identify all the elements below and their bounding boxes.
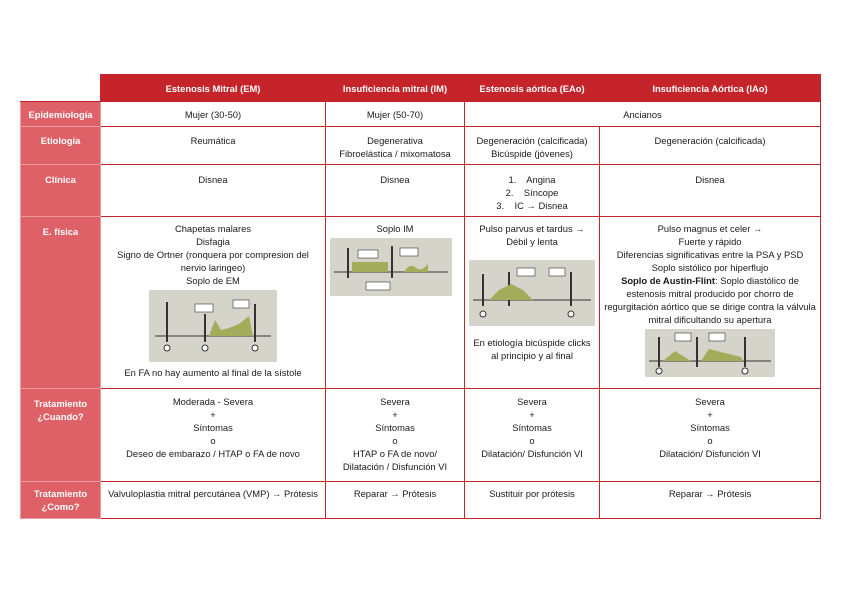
efisica-iao-line: Soplo sistólico por hiperflujo: [651, 262, 769, 273]
cuando-eao: [465, 389, 600, 482]
cuando-em-line: Deseo de embarazo / HTAP o FA de novo: [126, 448, 300, 459]
efisica-iao-line: Pulso magnus et celer →: [657, 223, 763, 234]
im-phonocardiogram-image: [330, 238, 452, 296]
cuando-eao-line: Severa: [517, 396, 547, 407]
cuando-em-line: +: [210, 409, 216, 420]
row-header-efisica: E. física: [21, 217, 101, 389]
cuando-im-line: HTAP o FA de novo/: [352, 448, 438, 459]
como-im: Reparar → Prótesis: [326, 482, 465, 519]
cuando-eao-line: o: [529, 435, 535, 446]
em-phonocardiogram-image: [149, 290, 277, 362]
row-header-tratamiento-como: Tratamiento ¿Como?: [21, 482, 101, 519]
clinica-iao: Disnea: [600, 165, 821, 217]
efisica-iao-line: Diferencias significativas entre la PSA y PSD: [616, 249, 804, 260]
cuando-iao-line: o: [707, 435, 713, 446]
cuando-em: [101, 389, 326, 482]
cuando-iao-line: Dilatación/ Disfunción VI: [659, 448, 761, 459]
efisica-em: [101, 217, 326, 389]
como-iao: Reparar → Prótesis: [600, 482, 821, 519]
col-header-eao: Estenosis aórtica (EAo): [465, 75, 600, 102]
cuando-em-line: o: [210, 435, 216, 446]
cuando-im-line: o: [392, 435, 398, 446]
efisica-iao: [600, 217, 821, 389]
corner-cell: [21, 75, 101, 102]
etiologia-im: [326, 127, 465, 165]
como-em: Valvuloplastia mitral percutánea (VMP) → Prótesis: [101, 482, 326, 519]
etiologia-eao: [465, 127, 600, 165]
efisica-eao: [465, 217, 600, 389]
col-header-iao: Insuficiencia Aórtica (IAo): [600, 75, 821, 102]
cuando-im-line: +: [392, 409, 398, 420]
col-header-em: Estenosis Mitral (EM): [101, 75, 326, 102]
efisica-iao-austin: [604, 274, 816, 326]
efisica-em-note: En FA no hay aumento al final de la sístole: [124, 367, 302, 378]
row-header-clinica: Clínica: [21, 165, 101, 217]
clinica-em: Disnea: [101, 165, 326, 217]
etiologia-im-line: Fibroelástica / mixomatosa: [339, 148, 451, 159]
etiologia-iao: Degeneración (calcificada): [600, 127, 821, 165]
iao-phonocardiogram-image: [645, 329, 775, 377]
cuando-em-line: Síntomas: [193, 422, 233, 433]
efisica-eao-note: En etiología bicúspide clicks al principio y al final: [473, 337, 591, 361]
cuando-iao-line: Síntomas: [690, 422, 730, 433]
cuando-im: [326, 389, 465, 482]
cuando-eao-line: Síntomas: [512, 422, 552, 433]
cuando-im-line: Síntomas: [375, 422, 415, 433]
efisica-em-line: Soplo de EM: [186, 275, 240, 286]
clinica-eao-item: 2. Síncope: [505, 187, 559, 198]
cuando-eao-line: +: [529, 409, 535, 420]
efisica-iao-line: Fuerte y rápido: [678, 236, 742, 247]
efisica-em-line: Disfagia: [196, 236, 230, 247]
row-header-epidemiologia: Epidemiología: [21, 102, 101, 127]
row-header-etiologia: Etiología: [21, 127, 101, 165]
efisica-im: [326, 217, 465, 389]
cuando-em-line: Moderada - Severa: [172, 396, 254, 407]
etiologia-em: Reumática: [101, 127, 326, 165]
austin-flint-title: Soplo de Austin-Flint: [621, 275, 715, 286]
clinica-eao-item: 3. IC → Disnea: [496, 200, 568, 211]
eao-phonocardiogram-image: [469, 260, 595, 326]
cuando-im-line: Severa: [380, 396, 410, 407]
clinica-im: Disnea: [326, 165, 465, 217]
cuando-eao-line: Dilatación/ Disfunción VI: [481, 448, 583, 459]
cuando-iao-line: Severa: [695, 396, 725, 407]
epidemiologia-eao-iao: Ancianos: [465, 102, 821, 127]
clinica-eao-item: 1. Angina: [508, 174, 556, 185]
efisica-em-line: Signo de Ortner (ronquera por compresion del nervio laringeo): [117, 249, 309, 273]
efisica-im-line: Soplo IM: [376, 223, 414, 234]
etiologia-im-line: Degenerativa: [367, 135, 423, 146]
como-eao: Sustituir por prótesis: [465, 482, 600, 519]
efisica-em-line: Chapetas malares: [174, 223, 252, 234]
efisica-eao-line: Pulso parvus et tardus →: [479, 223, 585, 234]
col-header-im: Insuficiencia mitral (IM): [326, 75, 465, 102]
efisica-eao-line: Débil y lenta: [506, 236, 558, 247]
clinica-eao: [465, 165, 600, 217]
cuando-iao: [600, 389, 821, 482]
clinica-eao-list: [469, 173, 595, 212]
epidemiologia-em: Mujer (30-50): [101, 102, 326, 127]
etiologia-eao-line: Bicúspide (jóvenes): [491, 148, 573, 159]
austin-flint-text: : Soplo diastólico de estenosis mitral producido por chorro de regurgitación aórtico que se dirige contra la válvula mitral dificultando su apertura: [604, 275, 816, 325]
valvulopathy-table: [20, 74, 821, 519]
epidemiologia-im: Mujer (50-70): [326, 102, 465, 127]
row-header-tratamiento-cuando: Tratamiento ¿Cuando?: [21, 389, 101, 482]
cuando-im-line: Dilatación / Disfunción VI: [342, 461, 448, 472]
etiologia-eao-line: Degeneración (calcificada): [476, 135, 588, 146]
cuando-iao-line: +: [707, 409, 713, 420]
